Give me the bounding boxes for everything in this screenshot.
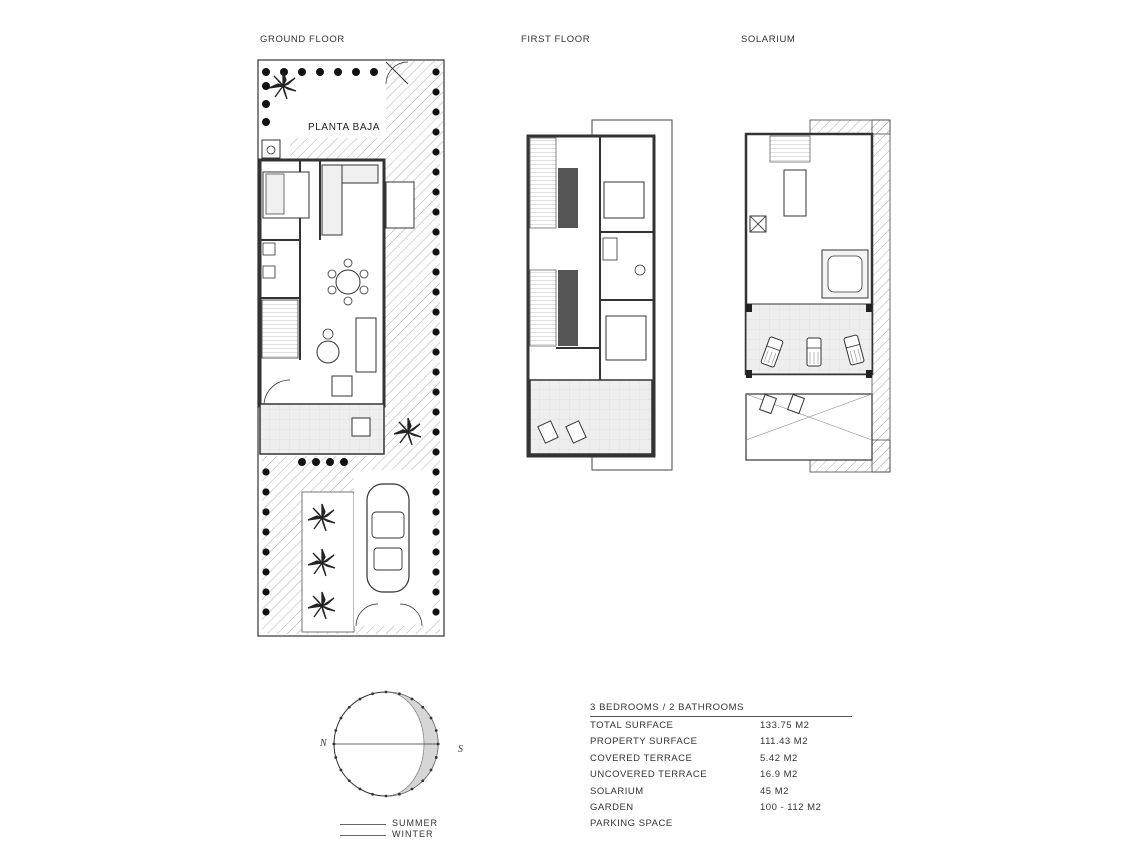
compass-tick <box>411 788 414 791</box>
compass-tick <box>340 717 343 720</box>
terrace-table <box>352 418 370 436</box>
spec-value: 16.9 M2 <box>760 769 798 781</box>
ground-floor-title: GROUND FLOOR <box>260 34 345 45</box>
stairs <box>262 300 298 358</box>
hedge-dot <box>432 528 439 535</box>
hedge-dot <box>432 368 439 375</box>
hedge-dot <box>326 458 334 466</box>
hedge-dot <box>432 108 439 115</box>
spec-row <box>590 750 852 766</box>
stairs <box>530 138 556 228</box>
hedge-dot <box>352 68 360 76</box>
dining-table <box>336 270 360 294</box>
coffee-table <box>317 341 339 363</box>
hedge-dot <box>432 428 439 435</box>
spec-label: TOTAL SURFACE <box>590 720 674 731</box>
spec-value: 111.43 M2 <box>760 736 808 748</box>
hedge-dot <box>432 548 439 555</box>
compass-tick <box>435 729 438 732</box>
compass-tick <box>340 769 343 772</box>
compass-tick <box>359 788 362 791</box>
outdoor-table <box>784 170 806 216</box>
hedge-dot <box>334 68 342 76</box>
spec-label: COVERED TERRACE <box>590 752 693 764</box>
solarium-plan <box>746 120 890 472</box>
hedge-dot <box>262 468 269 475</box>
hedge-dot <box>262 548 269 555</box>
hedge-dot <box>298 458 306 466</box>
solarium-side-roof <box>872 120 890 472</box>
compass-tick <box>385 795 388 798</box>
spec-row <box>590 733 852 749</box>
sun-lounger <box>807 338 821 366</box>
bed <box>604 182 644 218</box>
hedge-dot <box>432 228 439 235</box>
hedge-dot <box>432 288 439 295</box>
compass-tick <box>334 729 337 732</box>
hedge-dot <box>432 88 439 95</box>
hedge-dot <box>432 488 439 495</box>
hedge-dot <box>432 148 439 155</box>
solarium-title: SOLARIUM <box>741 34 796 45</box>
hedge-dot <box>432 308 439 315</box>
spec-label: GARDEN <box>590 801 634 813</box>
first-floor-title: FIRST FLOOR <box>521 34 591 45</box>
compass-tick <box>435 756 438 759</box>
spec-row <box>590 717 852 733</box>
spec-row <box>590 766 852 782</box>
first-floor-plan <box>528 120 672 470</box>
entry-path <box>290 138 386 160</box>
compass-tick <box>359 698 362 701</box>
compass-tick <box>430 717 433 720</box>
compass-tick <box>371 793 374 796</box>
hedge-dot <box>432 608 439 615</box>
spec-label: PARKING SPACE <box>590 818 673 830</box>
hedge-dot <box>340 458 348 466</box>
hedge-dot <box>432 128 439 135</box>
spec-label: UNCOVERED TERRACE <box>590 769 708 781</box>
hedge-dot <box>262 528 269 535</box>
ground-floor-plan <box>258 60 444 636</box>
compass-tick <box>348 706 351 709</box>
hedge-dot <box>432 188 439 195</box>
hedge-dot <box>262 568 269 575</box>
car-icon <box>367 484 409 592</box>
hedge-dot <box>432 448 439 455</box>
compass-tick <box>411 698 414 701</box>
spec-row <box>590 815 852 831</box>
spec-row <box>590 799 852 815</box>
compass-tick <box>421 779 424 782</box>
hedge-dot <box>432 348 439 355</box>
compass-tick <box>398 692 401 695</box>
hedge-dot <box>432 168 439 175</box>
hedge-dot <box>432 508 439 515</box>
hedge-dot <box>262 508 269 515</box>
compass-tick <box>430 769 433 772</box>
hedge-dot <box>316 68 324 76</box>
compass-tick <box>333 743 336 746</box>
specs-table <box>590 702 852 832</box>
spec-row <box>590 783 852 799</box>
kitchen-counter <box>322 165 342 235</box>
hedge-dot <box>312 458 320 466</box>
spec-value: 45 M2 <box>760 785 789 797</box>
bed <box>606 316 646 360</box>
hedge-dot <box>262 588 269 595</box>
hedge-dot <box>432 408 439 415</box>
compass-tick <box>385 691 388 694</box>
planter <box>302 492 354 632</box>
compass-tick <box>348 779 351 782</box>
compass-tick <box>437 743 440 746</box>
hedge-dot <box>262 488 269 495</box>
hedge-dot <box>262 100 270 108</box>
hedge-dot <box>432 248 439 255</box>
planta-baja-label: PLANTA BAJA <box>308 122 380 133</box>
hedge-dot <box>432 68 439 75</box>
specs-heading: 3 BEDROOMS / 2 BATHROOMS <box>590 702 852 717</box>
spec-value: 133.75 M2 <box>760 720 810 731</box>
hedge-dot <box>432 588 439 595</box>
hedge-dot <box>262 68 270 76</box>
spec-label: SOLARIUM <box>590 785 644 797</box>
spec-value: 100 - 112 M2 <box>760 801 822 813</box>
hedge-dot <box>298 68 306 76</box>
hedge-dot <box>262 608 269 615</box>
compass-north: N <box>320 738 327 749</box>
compass-tick <box>334 756 337 759</box>
hedge-dot <box>370 68 378 76</box>
spec-label: PROPERTY SURFACE <box>590 736 698 748</box>
first-floor-terrace <box>530 380 652 454</box>
compass-south: S <box>458 744 463 755</box>
hedge-dot <box>432 468 439 475</box>
hedge-dot <box>432 328 439 335</box>
hedge-dot <box>262 118 270 126</box>
hedge-dot <box>432 388 439 395</box>
hedge-dot <box>432 568 439 575</box>
hedge-dot <box>432 268 439 275</box>
spec-value: 5.42 M2 <box>760 752 798 764</box>
armchair <box>332 376 352 396</box>
hedge-dot <box>262 82 270 90</box>
compass-tick <box>421 706 424 709</box>
compass-tick <box>398 793 401 796</box>
hedge-dot <box>432 208 439 215</box>
sofa <box>356 318 376 372</box>
sun-path-compass <box>332 691 440 798</box>
compass-tick <box>371 692 374 695</box>
